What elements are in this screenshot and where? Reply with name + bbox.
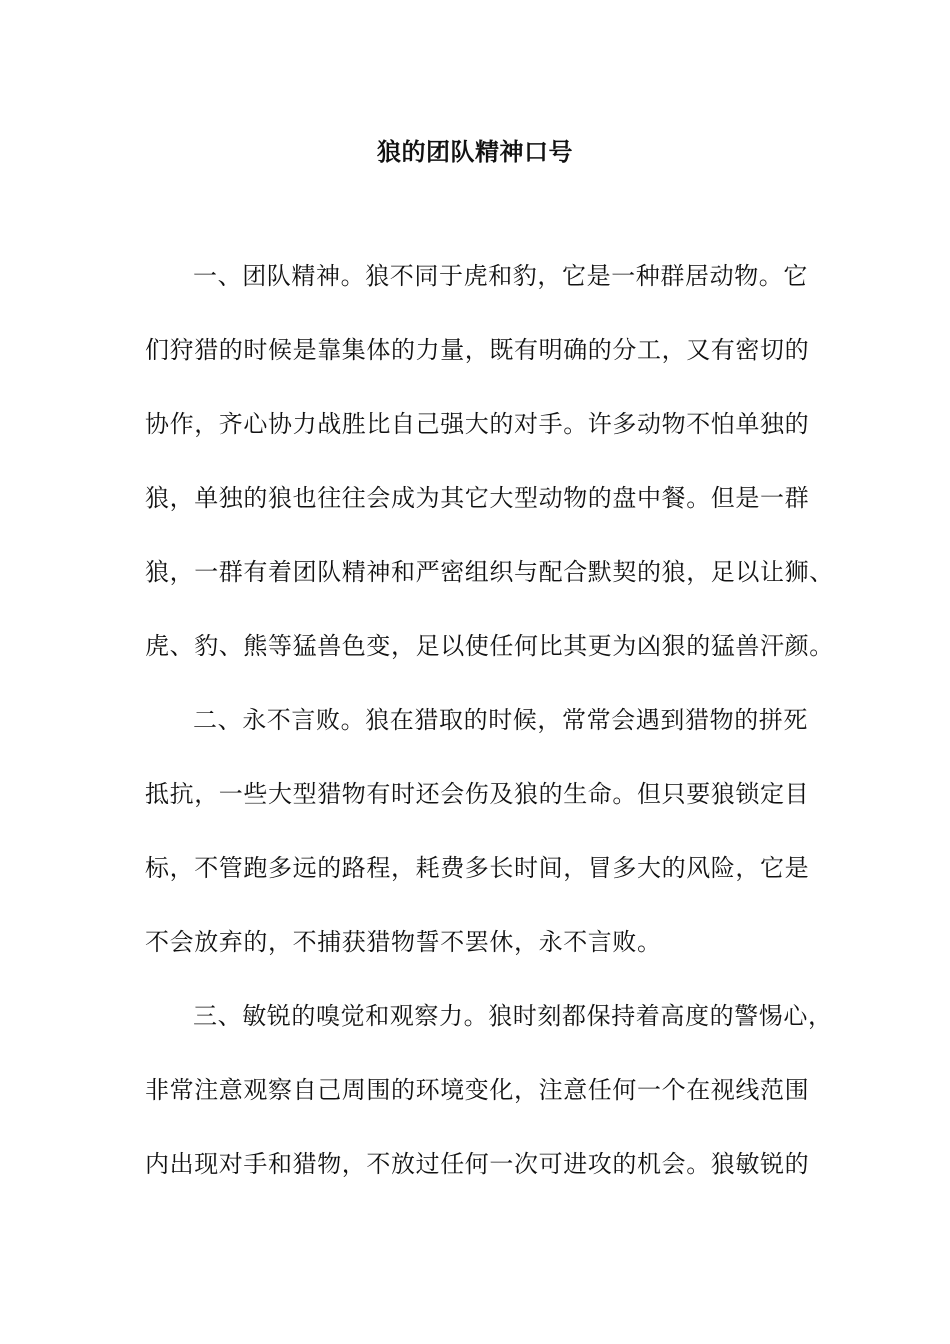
document-title: 狼的团队精神口号: [377, 138, 573, 166]
paragraph-1-line-5: 狼，一群有着团队精神和严密组织与配合默契的狼，足以让狮、: [145, 558, 834, 586]
paragraph-3-line-1: 三、敏锐的嗅觉和观察力。狼时刻都保持着高度的警惕心，: [193, 1002, 833, 1030]
paragraph-2-line-3: 标，不管跑多远的路程，耗费多长时间，冒多大的风险，它是: [145, 854, 810, 882]
paragraph-2-line-4: 不会放弃的，不捕获猎物誓不罢休，永不言败。: [145, 928, 662, 956]
paragraph-1-line-6: 虎、豹、熊等猛兽色变，足以使任何比其更为凶狠的猛兽汗颜。: [145, 632, 834, 660]
paragraph-1-line-1: 一、团队精神。狼不同于虎和豹，它是一种群居动物。它: [193, 262, 808, 290]
paragraph-1-line-4: 狼，单独的狼也往往会成为其它大型动物的盘中餐。但是一群: [145, 484, 810, 512]
paragraph-1-line-2: 们狩猎的时候是靠集体的力量，既有明确的分工，又有密切的: [145, 336, 810, 364]
paragraph-2-line-1: 二、永不言败。狼在猎取的时候，常常会遇到猎物的拼死: [193, 706, 808, 734]
paragraph-1-line-3: 协作，齐心协力战胜比自己强大的对手。许多动物不怕单独的: [145, 410, 810, 438]
paragraph-2-line-2: 抵抗，一些大型猎物有时还会伤及狼的生命。但只要狼锁定目: [145, 780, 810, 808]
paragraph-3-line-2: 非常注意观察自己周围的环境变化，注意任何一个在视线范围: [145, 1076, 810, 1104]
paragraph-3-line-3: 内出现对手和猎物，不放过任何一次可进攻的机会。狼敏锐的: [145, 1150, 810, 1178]
